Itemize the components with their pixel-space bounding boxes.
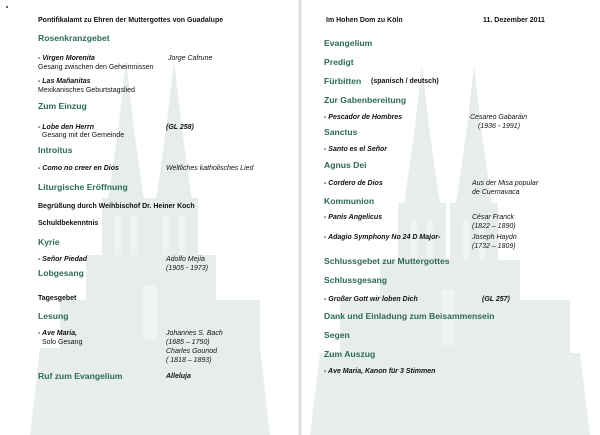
years-haydn: (1732 – 1809) (472, 243, 516, 250)
heading-ruf-zum-evangelium: Ruf zum Evangelium (38, 371, 123, 381)
right-page (300, 0, 600, 435)
heading-kommunion: Kommunion (324, 196, 375, 206)
heading-agnus-dei: Agnus Dei (324, 160, 367, 170)
song-senor-piedad: - Señor Piedad (38, 256, 88, 263)
note-misa-popular: Aus der Misa popular (472, 180, 539, 187)
booklet-title: Pontifikalamt zu Ehren der Muttergottes von Guadalupe (38, 17, 224, 24)
heading-segen: Segen (324, 330, 350, 340)
song-ave-maria: - Ave Maria, (38, 330, 78, 337)
heading-lesung: Lesung (38, 311, 69, 321)
years-gabarain: (1936 - 1991) (478, 123, 521, 130)
song-alleluja: Alleluja (166, 373, 191, 380)
composer-joseph-haydn: Joseph Haydn (472, 234, 517, 241)
song-como-no-creer: - Como no creer en Dios (38, 165, 119, 172)
text-schuldbekenntnis: Schuldbekenntnis (38, 220, 99, 227)
heading-rosenkranzgebet: Rosenkranzgebet (38, 33, 110, 43)
heading-kyrie: Kyrie (38, 237, 60, 247)
heading-evangelium: Evangelium (324, 38, 373, 48)
composer-gabarain: Cesareo Gabaráin (470, 114, 528, 121)
years-bach: (1685 – 1750) (166, 339, 210, 346)
song-ave-maria-kanon: - Ave Maria, Kanon für 3 Stimmen (324, 368, 436, 375)
note-weltliches-lied: Weltliches katholisches Lied (166, 165, 254, 172)
header-place: Im Hohen Dom zu Köln (326, 17, 403, 24)
composer-bach: Johannes S. Bach (166, 330, 223, 337)
song-pescador-de-hombres: - Pescador de Hombres (324, 114, 403, 121)
years-franck: (1822 – 1890) (472, 223, 516, 230)
ref-gl-258: (GL 258) (166, 124, 194, 131)
text-tagesgebet: Tagesgebet (38, 295, 77, 302)
heading-zum-einzug: Zum Einzug (38, 101, 87, 111)
heading-liturgische-eroeffnung: Liturgische Eröffnung (38, 182, 128, 192)
heading-lobgesang: Lobgesang (38, 268, 84, 278)
text-begruessung: Begrüßung durch Weihbischof Dr. Heiner Koch (38, 203, 195, 210)
note-cuernavaca: de Cuernavaca (472, 189, 520, 196)
song-cordero-de-dios: - Cordero de Dios (324, 180, 383, 187)
years-mejia: (1905 - 1973) (166, 265, 209, 272)
heading-sanctus: Sanctus (324, 127, 358, 137)
composer-adolfo-mejia: Adolfo Mejía (166, 256, 205, 263)
composer-gounod: Charles Gounod (166, 348, 217, 355)
heading-zum-auszug: Zum Auszug (324, 349, 376, 359)
song-santo-es-el-senor: - Santo es el Señor (324, 146, 388, 153)
heading-predigt: Predigt (324, 57, 354, 67)
song-adagio-symphony: - Adagio Symphony No 24 D Major- (324, 234, 441, 241)
ref-gl-257: (GL 257) (482, 296, 510, 303)
desc-lobe-den-herrn: Gesang mit der Gemeinde (42, 132, 125, 139)
song-panis-angelicus: - Panis Angelicus (324, 214, 383, 221)
note-spanisch-deutsch: (spanisch / deutsch) (371, 78, 439, 85)
desc-las-mananitas: Mexikanisches Geburtstagslied (38, 87, 135, 94)
song-las-mananitas: - Las Mañanitas (38, 78, 91, 85)
heading-schlussgebet: Schlussgebet zur Muttergottes (324, 256, 450, 266)
desc-solo-gesang: Solo Gesang (42, 339, 83, 346)
song-virgen-morenita: - Virgen Morenita (38, 55, 95, 62)
heading-fuerbitten: Fürbitten (324, 76, 362, 86)
author-jorge-cafrune: Jorge Cafrune (168, 55, 213, 62)
header-date: 11. Dezember 2011 (483, 17, 545, 24)
heading-introitus: Introitus (38, 145, 73, 155)
desc-virgen-morenita: Gesang zwischen den Geheimnissen (38, 64, 154, 71)
composer-cesar-franck: César Franck (472, 214, 515, 221)
heading-zur-gabenbereitung: Zur Gabenbereitung (324, 95, 407, 105)
heading-schlussgesang: Schlussgesang (324, 275, 388, 285)
song-grosser-gott: - Großer Gott wir loben Dich (324, 296, 418, 303)
song-lobe-den-herrn: - Lobe den Herrn (38, 124, 95, 131)
heading-dank-und-einladung: Dank und Einladung zum Beisammensein (324, 311, 495, 321)
years-gounod: ( 1818 – 1893) (166, 357, 212, 364)
